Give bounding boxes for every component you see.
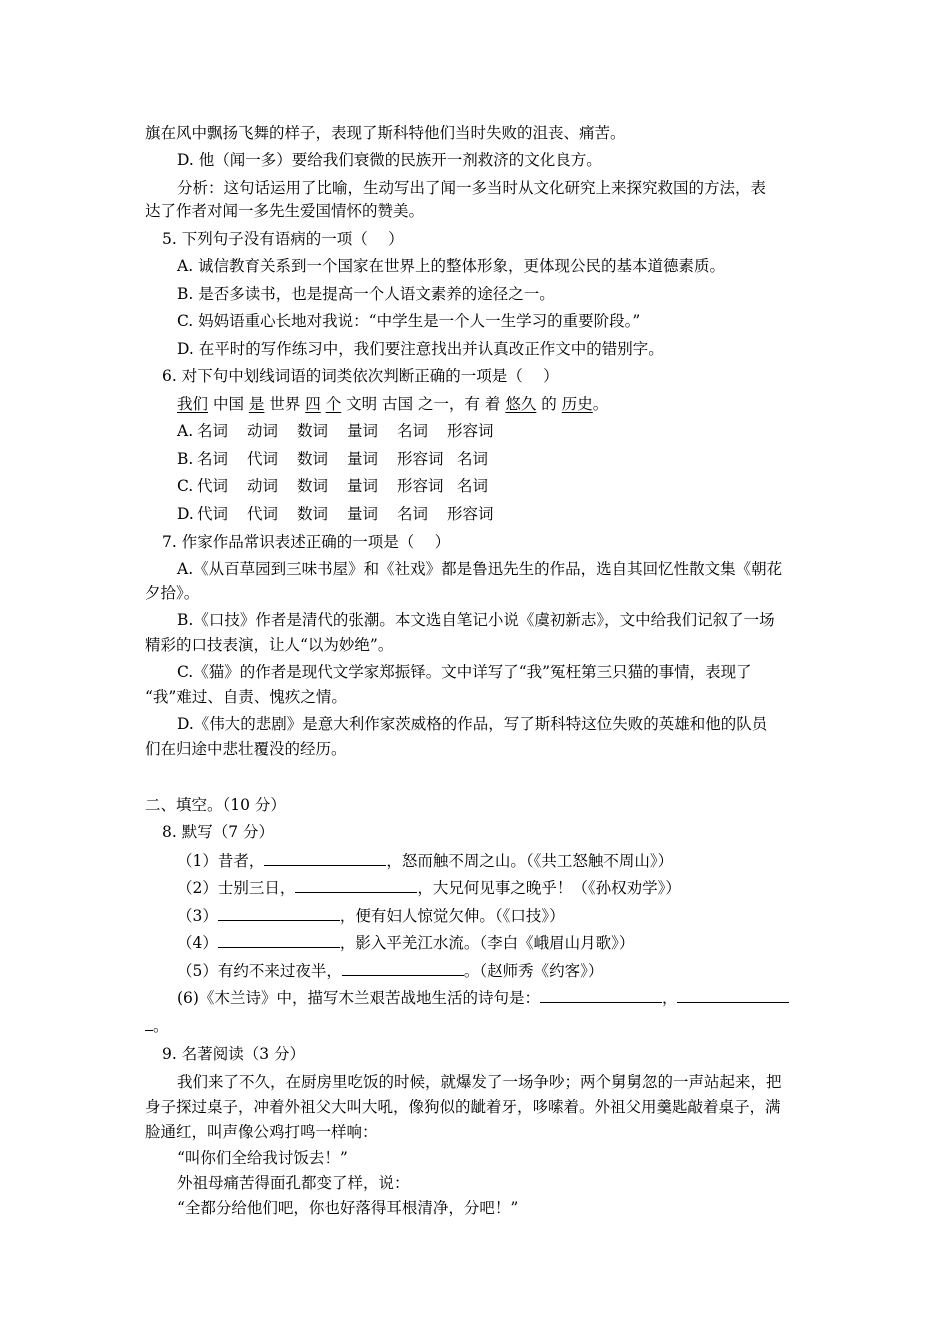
- line-text: （2）士别三日，: [177, 879, 296, 897]
- underlined-word: 悠久: [505, 395, 537, 413]
- option-cell: 数词: [297, 477, 329, 495]
- sentence-text: 中国: [208, 395, 249, 413]
- line-text: 。: [153, 1017, 169, 1035]
- answer-blank[interactable]: [342, 960, 464, 976]
- q4-option-d: D. 他（闻一多）要给我们衰微的民族开一剂救济的文化良方。: [177, 151, 602, 169]
- q7-stem: 7. 作家作品常识表述正确的一项是（ ）: [162, 533, 451, 551]
- line-text: （1）昔者，: [177, 852, 265, 870]
- option-cell: 动词: [247, 422, 279, 440]
- line-text: (6)《木兰诗》中，描写木兰艰苦战地生活的诗句是：: [177, 989, 540, 1007]
- option-cell: 名词: [397, 422, 429, 440]
- q7-option-a-1: A.《从百草园到三味书屋》和《社戏》都是鲁迅先生的作品，选自其回忆性散文集《朝花: [177, 560, 783, 578]
- line-text: ，: [661, 989, 678, 1007]
- line-text: （5）有约不来过夜半，: [177, 962, 342, 980]
- q7-option-b-1: B.《口技》作者是清代的张潮。本文选自笔记小说《虞初新志》，文中给我们记叙了一场: [177, 611, 775, 629]
- q8-line-6-end: [145, 1015, 810, 1036]
- line-text: ，怒而触不周之山。（《共工怒触不周山》）: [386, 852, 674, 870]
- answer-blank[interactable]: [218, 905, 340, 921]
- option-cell: 名词: [457, 477, 489, 495]
- q7-option-a-2: 夕拾》。: [145, 584, 200, 602]
- q5-stem: 5. 下列句子没有语病的一项（ ）: [162, 230, 404, 248]
- sentence-text: 。: [592, 395, 609, 413]
- answer-blank[interactable]: [145, 1015, 153, 1031]
- q4-analysis-d-2: 达了作者对闻一多先生爱国情怀的赞美。: [145, 202, 425, 220]
- q8-line-4: [177, 932, 810, 953]
- option-cell: 代词: [197, 505, 229, 523]
- underlined-word: 是: [248, 395, 265, 413]
- option-cell: 名词: [457, 450, 489, 468]
- q8-stem: 8. 默写（7 分）: [162, 823, 275, 841]
- q5-option-a: A. 诚信教育关系到一个国家在世界上的整体形象，更体现公民的基本道德素质。: [177, 257, 726, 275]
- q9-passage-1: 我们来了不久，在厨房里吃饭的时候，就爆发了一场争吵；两个舅舅忽的一声站起来，把: [177, 1073, 782, 1091]
- option-cell: 形容词: [447, 505, 494, 523]
- option-label: B.: [177, 450, 194, 468]
- option-cell: 代词: [247, 450, 279, 468]
- option-cell: 代词: [247, 505, 279, 523]
- q8-line-5: [177, 960, 810, 981]
- q5-option-d: D. 在平时的写作练习中，我们要注意找出并认真改正作文中的错别字。: [177, 340, 664, 358]
- line-text: ，大兄何见事之晚乎！（《孙权劝学》）: [417, 879, 681, 897]
- q7-option-b-2: 精彩的口技表演，让人“以为妙绝”。: [145, 636, 394, 654]
- q9-passage-6: “全都分给他们吧，你也好落得耳根清净，分吧！”: [177, 1199, 519, 1217]
- q8-line-2: [177, 877, 810, 898]
- option-cell: 名词: [397, 505, 429, 523]
- answer-blank[interactable]: [677, 987, 789, 1003]
- q6-option-a: [177, 421, 810, 441]
- option-label: C.: [177, 477, 194, 495]
- line-text: （4）: [177, 934, 218, 952]
- underlined-word: 四: [305, 395, 321, 413]
- q6-option-b: [177, 449, 810, 469]
- q4-analysis-d-1: 分析：这句话运用了比喻，生动写出了闻一多当时从文化研究上来探究救国的方法，表: [177, 179, 767, 197]
- q5-option-b: B. 是否多读书，也是提高一个人语文素养的途径之一。: [177, 285, 555, 303]
- answer-blank[interactable]: [218, 932, 340, 948]
- q9-passage-5: 外祖母痛苦得面孔都变了样，说：: [177, 1174, 410, 1192]
- line-text: ，便有妇人惊觉欠伸。（《口技》）: [339, 907, 565, 925]
- option-cell: 形容词: [447, 422, 494, 440]
- q9-passage-3: 脸通红，叫声像公鸡打鸣一样响：: [145, 1123, 378, 1141]
- q6-stem: 6. 对下句中划线词语的词类依次判断正确的一项是（ ）: [162, 367, 559, 385]
- q8-line-1: [177, 850, 810, 871]
- q8-line-6: [177, 987, 810, 1008]
- option-cell: 名词: [197, 422, 229, 440]
- option-label: D.: [177, 505, 194, 523]
- underlined-word: 个: [325, 395, 342, 413]
- q6-sentence: [177, 394, 810, 414]
- option-cell: 形容词: [397, 450, 444, 468]
- option-label: A.: [177, 422, 194, 440]
- underlined-word: 历史: [561, 395, 593, 413]
- line-text: 。（赵师秀《约客》）: [463, 962, 604, 980]
- q8-line-3: [177, 905, 810, 926]
- q6-option-c: [177, 476, 810, 496]
- option-cell: 数词: [297, 505, 329, 523]
- q9-passage-4: “叫你们全给我讨饭去！”: [177, 1149, 348, 1167]
- option-cell: 量词: [347, 422, 379, 440]
- q5-option-c: C. 妈妈语重心长地对我说：“中学生是一个人一生学习的重要阶段。”: [177, 312, 641, 330]
- q7-option-c-1: C.《猫》的作者是现代文学家郑振铎。文中详写了“我”冤枉第三只猫的事情，表现了: [177, 663, 752, 681]
- q9-stem: 9. 名著阅读（3 分）: [162, 1045, 306, 1063]
- option-cell: 动词: [247, 477, 279, 495]
- option-cell: 代词: [197, 477, 229, 495]
- answer-blank[interactable]: [264, 850, 386, 866]
- option-cell: 形容词: [397, 477, 444, 495]
- option-cell: 名词: [197, 450, 229, 468]
- line-text: ，影入平羌江水流。（李白《峨眉山月歌》）: [339, 934, 635, 952]
- line-text: （3）: [177, 907, 218, 925]
- answer-blank[interactable]: [540, 987, 662, 1003]
- sentence-text: 文明 古国 之一，有 着: [341, 395, 506, 413]
- sentence-text: 世界: [264, 395, 306, 413]
- option-cell: 量词: [347, 450, 379, 468]
- q7-option-d-2: 们在归途中悲壮覆没的经历。: [145, 740, 347, 758]
- q6-option-d: [177, 504, 810, 524]
- option-cell: 数词: [297, 422, 329, 440]
- option-cell: 量词: [347, 505, 379, 523]
- q9-passage-2: 身子探过桌子，冲着外祖父大叫大吼，像狗似的龇着牙，哆嗦着。外祖父用羹匙敲着桌子，满: [145, 1098, 781, 1116]
- underlined-word: 我们: [177, 395, 209, 413]
- q4-analysis-end: 旗在风中飘扬飞舞的样子，表现了斯科特他们当时失败的沮丧、痛苦。: [145, 124, 626, 142]
- section2-heading: 二、填空。（10 分）: [145, 796, 286, 814]
- sentence-text: 的: [536, 395, 562, 413]
- answer-blank[interactable]: [295, 877, 417, 893]
- q7-option-c-2: “我”难过、自责、愧疚之情。: [145, 688, 347, 706]
- option-cell: 数词: [297, 450, 329, 468]
- option-cell: 量词: [347, 477, 379, 495]
- q7-option-d-1: D.《伟大的悲剧》是意大利作家茨威格的作品，写了斯科特这位失败的英雄和他的队员: [177, 715, 768, 733]
